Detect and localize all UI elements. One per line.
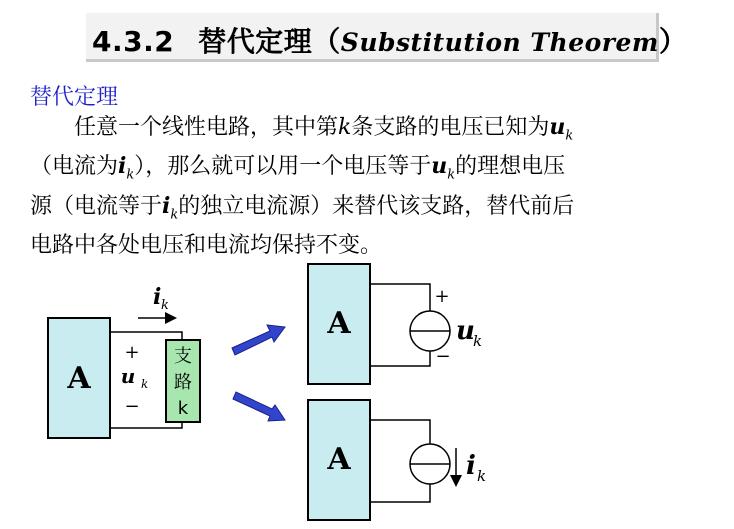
minus-sign-right: − <box>435 346 451 367</box>
title-cn: 替代定理 <box>198 25 313 58</box>
block-a-label-3: A <box>327 442 351 477</box>
para-line-1: 任意一个线性电路，其中第k条支路的电压已知为$u_k$ <box>74 114 574 144</box>
plus-sign-left: + <box>124 342 140 363</box>
current-sub-left: k <box>161 298 169 313</box>
current-symbol-right: i <box>466 451 476 481</box>
arrow-to-voltage-source <box>232 325 285 355</box>
para-line-4: 电路中各处电压和电流均保持不变。 <box>30 233 383 259</box>
wire-voltage-loop-bottom <box>370 351 430 366</box>
wire-top-left <box>110 332 182 340</box>
plus-sign-right: + <box>434 286 450 307</box>
branch-label-2: 路 <box>174 372 192 393</box>
branch-label-3: k <box>177 398 189 419</box>
para-line-3: 源（电流等于$i_k$的独立电流源）来替代该支路，替代前后 <box>30 192 575 223</box>
current-sub-right: k <box>477 467 487 485</box>
minus-sign-left: − <box>124 396 140 417</box>
wire-voltage-loop <box>370 284 430 311</box>
voltage-symbol-left: u <box>120 364 136 388</box>
arrow-to-current-source <box>233 392 285 421</box>
title-en: Substitution Theorem <box>340 28 659 57</box>
voltage-sub-right: k <box>473 332 483 350</box>
title-close-paren: ） <box>658 25 688 58</box>
block-a-label-2: A <box>327 306 351 341</box>
wire-current-loop <box>370 420 430 444</box>
current-symbol-left: i <box>153 284 162 310</box>
voltage-sub-left: k <box>141 377 149 391</box>
block-a-label-1: A <box>67 361 91 396</box>
branch-label-1: 支 <box>174 346 192 367</box>
section-number: 4.3.2 <box>92 25 175 58</box>
wire-current-loop-bottom <box>370 484 430 502</box>
title-open-paren: （ <box>312 25 341 58</box>
para-line-2: （电流为$i_k$），那么就可以用一个电压等于$u_k$的理想电压 <box>30 153 566 183</box>
voltage-symbol-right: u <box>456 316 475 346</box>
subheading: 替代定理 <box>30 85 119 110</box>
